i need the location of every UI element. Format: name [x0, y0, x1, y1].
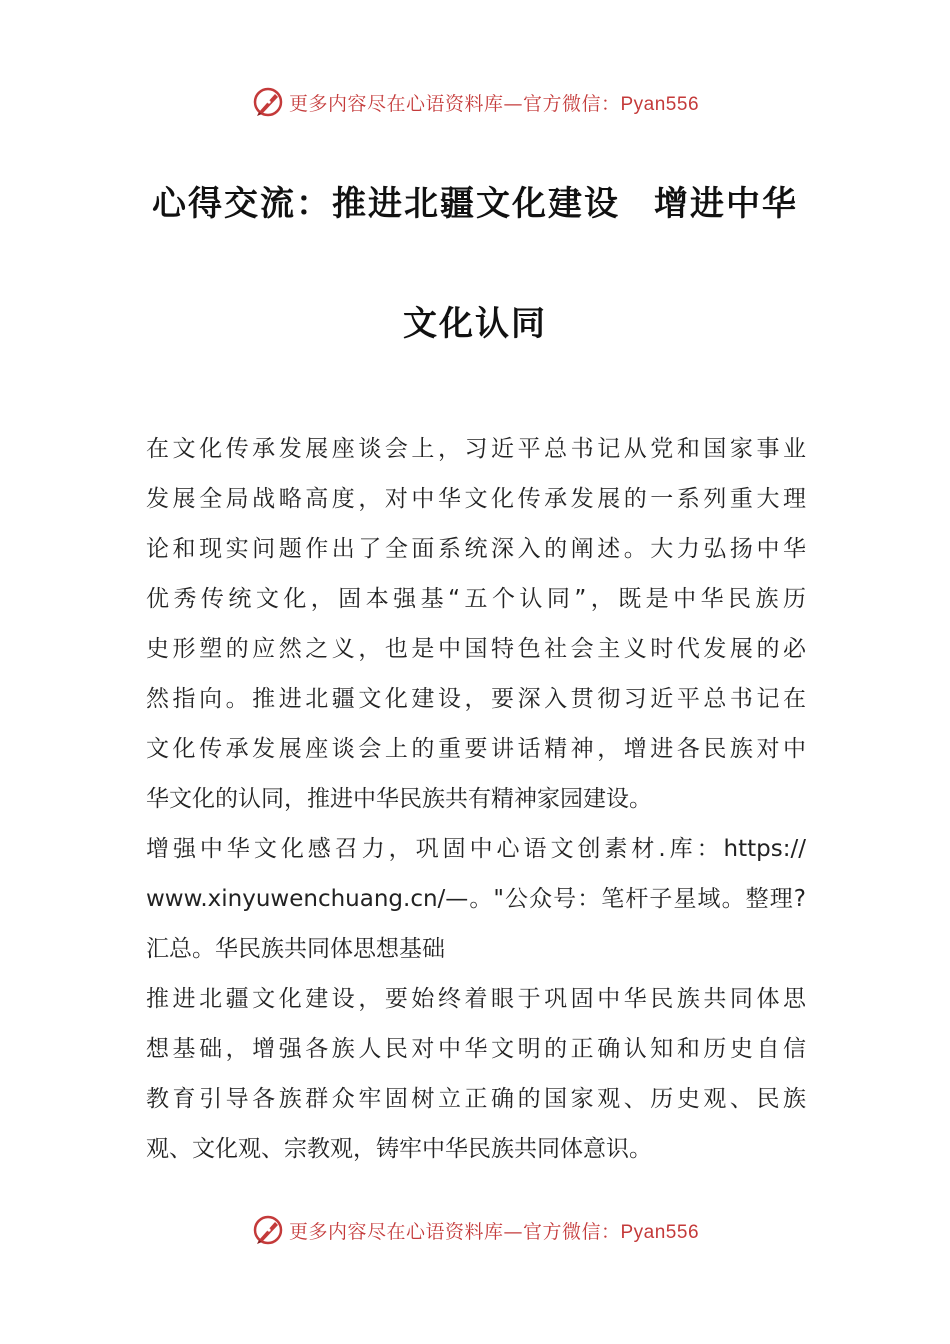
text-line: 想基础，增强各族人民对中华文明的正确认知和历史自信 — [146, 1036, 806, 1062]
text-line: 论和现实问题作出了全面系统深入的阐述。大力弘扬中华 — [146, 536, 806, 562]
banner-text: 更多内容尽在心语资料库—官方微信：Pyan556 — [288, 1220, 700, 1243]
header-banner — [0, 82, 950, 122]
banner-text: 更多内容尽在心语资料库—官方微信：Pyan556 — [288, 92, 700, 115]
wechat-id: Pyan556 — [620, 93, 700, 115]
text-line: 推进北疆文化建设，要始终着眼于巩固中华民族共同体思 — [146, 986, 806, 1012]
text-line: www.xinyuwenchuang.cn/—。"公众号：笔杆子星域。整理? — [146, 886, 806, 912]
page-title-line-1: 心得交流：推进北疆文化建设 增进中华 — [152, 184, 798, 224]
wechat-id: Pyan556 — [620, 1221, 700, 1243]
footer-banner — [0, 1210, 950, 1250]
pen-nib-logo-icon — [251, 85, 285, 119]
text-line: 文化传承发展座谈会上的重要讲话精神，增进各民族对中 — [146, 736, 806, 762]
text-line: 然指向。推进北疆文化建设，要深入贯彻习近平总书记在 — [146, 686, 806, 712]
text-line: 观、文化观、宗教观，铸牢中华民族共同体意识。 — [146, 1136, 652, 1162]
text-line: 增强中华文化感召力，巩固中心语文创素材.库：https:// — [146, 836, 806, 862]
article-body — [146, 428, 806, 1178]
text-line: 优秀传统文化，固本强基“五个认同”，既是中华民族历 — [146, 586, 806, 612]
page-title-line-2: 文化认同 — [403, 304, 547, 344]
text-line: 汇总。华民族共同体思想基础 — [146, 936, 445, 962]
text-line: 在文化传承发展座谈会上，习近平总书记从党和国家事业 — [146, 436, 806, 462]
pen-nib-logo-icon — [251, 1213, 285, 1247]
text-line: 史形塑的应然之义，也是中国特色社会主义时代发展的必 — [146, 636, 806, 662]
text-line: 发展全局战略高度，对中华文化传承发展的一系列重大理 — [146, 486, 806, 512]
text-line: 教育引导各族群众牢固树立正确的国家观、历史观、民族 — [146, 1086, 806, 1112]
text-line: 华文化的认同，推进中华民族共有精神家园建设。 — [146, 786, 652, 812]
